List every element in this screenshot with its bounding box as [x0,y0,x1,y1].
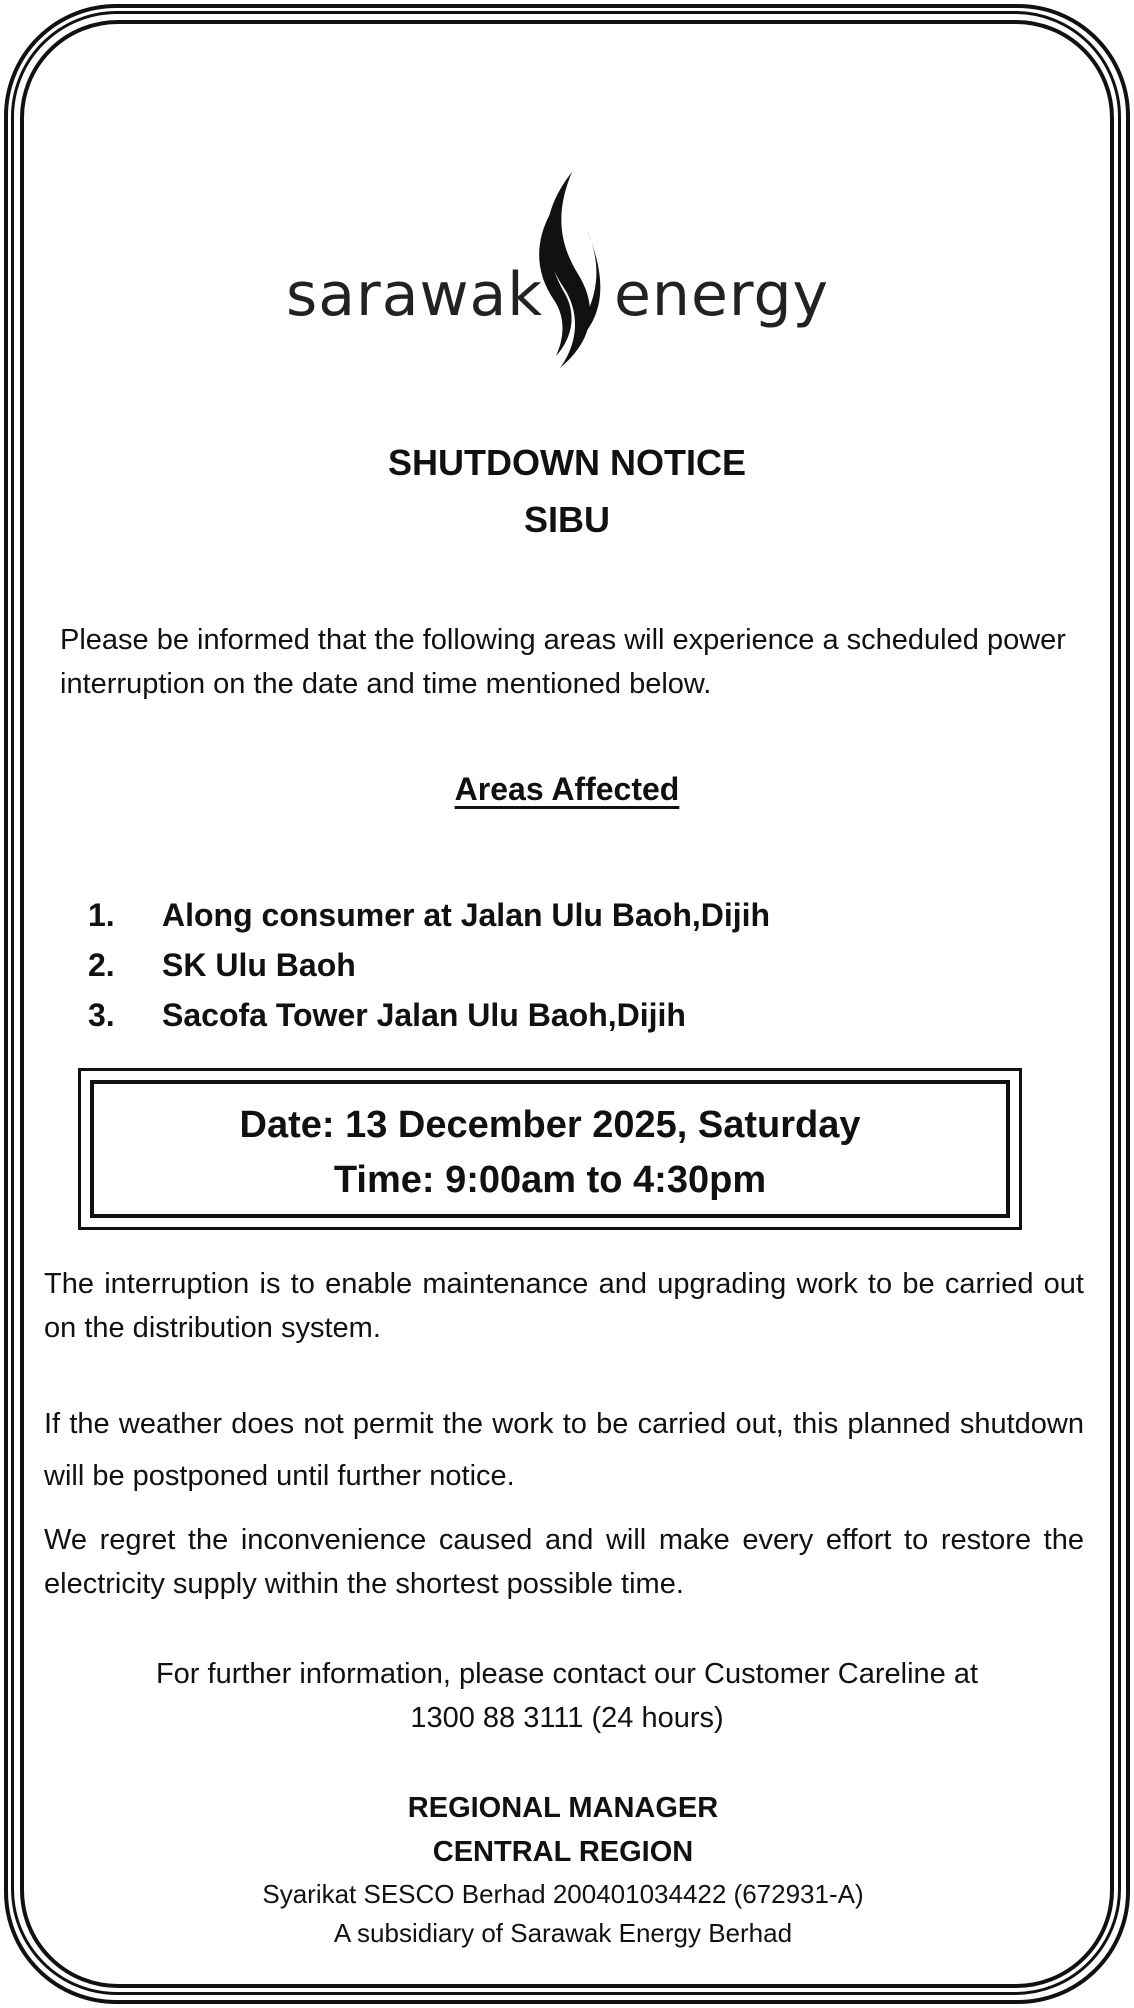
list-item-number: 3. [88,997,115,1033]
list-item [88,890,988,940]
areas-list [88,890,988,1040]
schedule-time: Time: 9:00am to 4:30pm [333,1159,767,1201]
logo-word-sarawak: sarawak [286,260,544,330]
schedule-box [78,1068,1022,1230]
signature-title: REGIONAL MANAGER [407,1792,719,1824]
schedule-box-inner [90,1080,1010,1218]
notice-title: SHUTDOWN NOTICE [388,442,746,483]
apology-paragraph: We regret the inconvenience caused and will make every effort to restore the electricity supply within the shortest possible time. [44,1524,1084,1600]
contact-text: For further information, please contact our Customer Careline at [155,1658,979,1690]
list-item-text: Along consumer at Jalan Ulu Baoh,Dijih [162,897,771,933]
contact-block [0,1652,1134,1740]
list-item [88,990,988,1040]
notice-location: SIBU [523,499,610,540]
list-item-text: SK Ulu Baoh [162,947,356,983]
areas-heading: Areas Affected [454,771,680,807]
list-item-number: 1. [88,897,115,933]
list-item-number: 2. [88,947,115,983]
reason-paragraph: The interruption is to enable maintenance and upgrading work to be carried out on the distribution system. [44,1268,1084,1344]
logo-word-energy: energy [614,260,830,330]
schedule-date: Date: 13 December 2025, Saturday [239,1104,861,1146]
sarawak-energy-logo [280,170,840,370]
subsidiary-line: A subsidiary of Sarawak Energy Berhad [333,1918,793,1948]
careline-number: 1300 88 3111 (24 hours) [410,1702,724,1734]
intro-paragraph: Please be informed that the following areas will experience a scheduled power interruption on the date and time mentioned below. [60,624,1066,700]
weather-paragraph: If the weather does not permit the work to be carried out, this planned shutdown will be postponed until further notice. [44,1408,1084,1492]
signature-region: CENTRAL REGION [432,1836,694,1868]
flame-icon [520,170,616,370]
list-item-text: Sacofa Tower Jalan Ulu Baoh,Dijih [162,997,686,1033]
company-registration: Syarikat SESCO Berhad 200401034422 (672931-A) [262,1879,864,1909]
list-item [88,940,988,990]
